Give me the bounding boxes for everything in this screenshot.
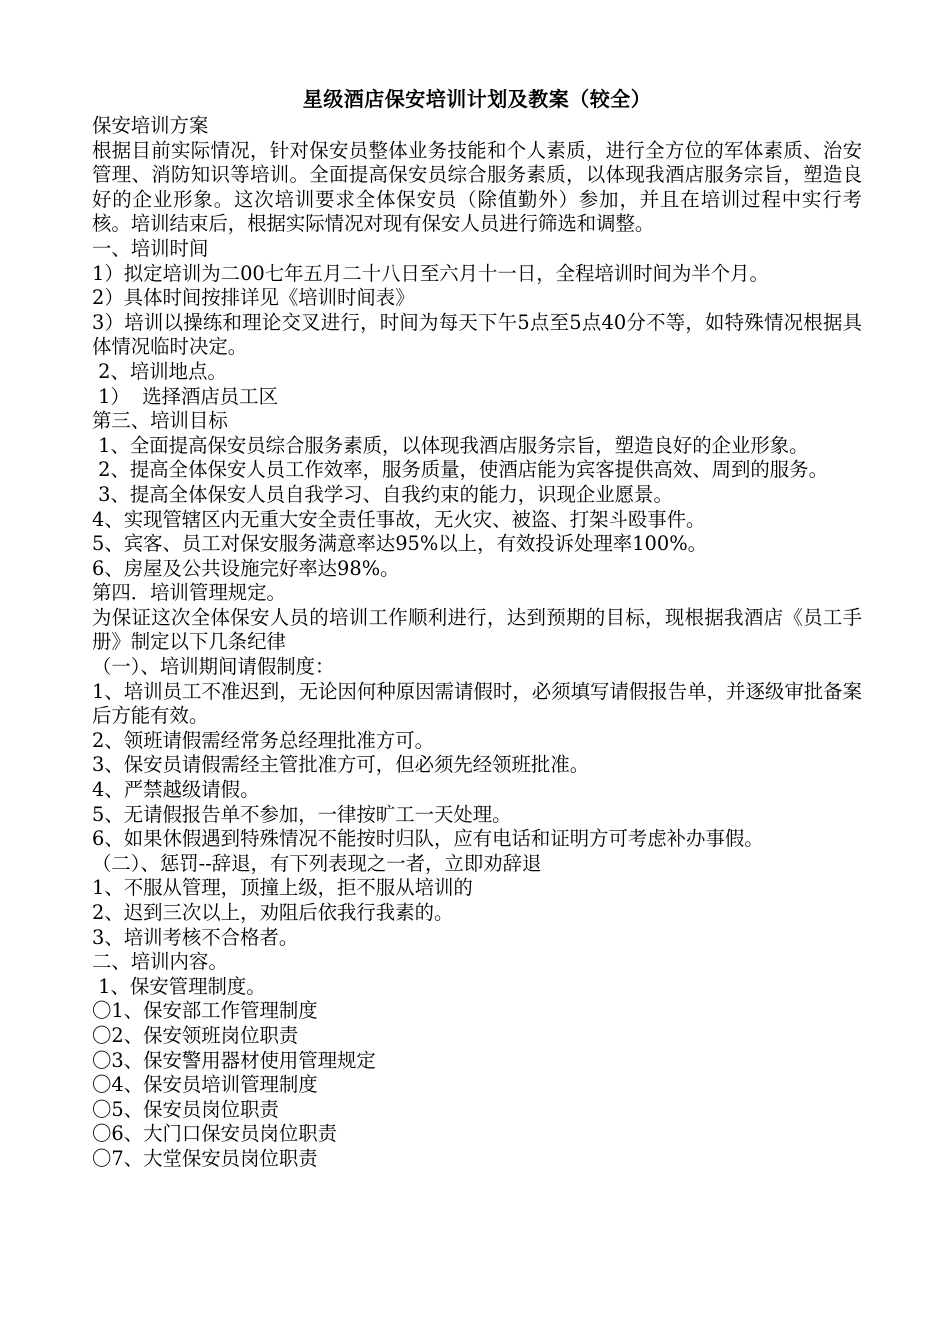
paragraph-line: 为保证这次全体保安人员的培训工作顺利进行，达到预期的目标，现根据我酒店《员工手册》制定以下几条纪律 bbox=[92, 605, 862, 654]
paragraph-line: 二、培训内容。 bbox=[92, 950, 228, 974]
paragraph-line: 〇1、保安部工作管理制度 bbox=[92, 999, 318, 1023]
paragraph-line: 3、提高全体保安人员自我学习、自我约束的能力，识现企业愿景。 bbox=[92, 482, 673, 506]
paragraph-line: 2、领班请假需经常务总经理批准方可。 bbox=[92, 728, 434, 752]
paragraph-line: 6、如果休假遇到特殊情况不能按时归队，应有电话和证明方可考虑补办事假。 bbox=[92, 827, 764, 851]
paragraph-line: 第三、培训目标 bbox=[92, 409, 228, 433]
paragraph-line: （一）、培训期间请假制度： bbox=[92, 655, 335, 679]
paragraph-line: 1、保安管理制度。 bbox=[92, 974, 266, 998]
paragraph-line: 1、不服从管理，顶撞上级，拒不服从培训的 bbox=[92, 876, 473, 900]
paragraph-line: 〇2、保安领班岗位职责 bbox=[92, 1023, 299, 1047]
paragraph-line: 〇7、大堂保安员岗位职责 bbox=[92, 1146, 318, 1170]
paragraph-line: 5、无请假报告单不参加，一律按旷工一天处理。 bbox=[92, 802, 512, 826]
paragraph-line: 1） 选择酒店员工区 bbox=[92, 384, 278, 408]
paragraph-line: 6、房屋及公共设施完好率达98%。 bbox=[92, 556, 400, 580]
paragraph-line: 2、提高全体保安人员工作效率，服务质量，使酒店能为宾客提供高效、周到的服务。 bbox=[92, 458, 828, 482]
paragraph-line: 1）拟定培训为二00七年五月二十八日至六月十一日，全程培训时间为半个月。 bbox=[92, 261, 769, 285]
paragraph-line: （二）、惩罚--辞退，有下列表现之一者，立即劝辞退 bbox=[92, 851, 542, 875]
paragraph-line: 〇5、保安员岗位职责 bbox=[92, 1097, 279, 1121]
paragraph-line: 3、保安员请假需经主管批准方可，但必须先经领班批准。 bbox=[92, 753, 590, 777]
paragraph-line: 〇3、保安警用器材使用管理规定 bbox=[92, 1048, 376, 1072]
paragraph-line: 4、严禁越级请假。 bbox=[92, 778, 260, 802]
paragraph-line: 根据目前实际情况，针对保安员整体业务技能和个人素质，进行全方位的军体素质、治安管理、消防知识等培训。全面提高保安员综合服务素质，以体现我酒店服务宗旨，塑造良好的企业形象。这次培训要求全体保安员（除值勤外）参加，并且在培训过程中实行考核。培训结束后，根据实际情况对现有保安人员进行筛选和调整。 bbox=[92, 138, 862, 236]
paragraph-line: 4、实现管辖区内无重大安全责任事故，无火灾、被盗、打架斗殴事件。 bbox=[92, 507, 706, 531]
paragraph-line: 1、全面提高保安员综合服务素质，以体现我酒店服务宗旨，塑造良好的企业形象。 bbox=[92, 433, 809, 457]
paragraph-line: 1、培训员工不准迟到，无论因何种原因需请假时，必须填写请假报告单，并逐级审批备案后方能有效。 bbox=[92, 679, 862, 728]
document-title: 星级酒店保安培训计划及教案（较全） bbox=[302, 87, 652, 111]
paragraph-line: 2、迟到三次以上，劝阻后依我行我素的。 bbox=[92, 901, 454, 924]
paragraph-line: 〇4、保安员培训管理制度 bbox=[92, 1073, 318, 1097]
paragraph-line: 第四．培训管理规定。 bbox=[92, 581, 286, 605]
paragraph-line: 一、培训时间 bbox=[92, 236, 209, 260]
paragraph-line: 5、宾客、员工对保安服务满意率达95%以上，有效投诉处理率100%。 bbox=[92, 532, 708, 556]
paragraph-line: 2、培训地点。 bbox=[92, 359, 227, 383]
paragraph-line: 2）具体时间按排详见《培训时间表》 bbox=[92, 286, 415, 310]
paragraph-line: 3）培训以操练和理论交叉进行，时间为每天下午5点至5点40分不等，如特殊情况根据具体情况临时决定。 bbox=[92, 310, 862, 359]
document-body bbox=[92, 114, 862, 1172]
paragraph-line: 3、培训考核不合格者。 bbox=[92, 925, 299, 949]
paragraph-line: 保安培训方案 bbox=[92, 114, 209, 137]
paragraph-line: 〇6、大门口保安员岗位职责 bbox=[92, 1122, 338, 1146]
